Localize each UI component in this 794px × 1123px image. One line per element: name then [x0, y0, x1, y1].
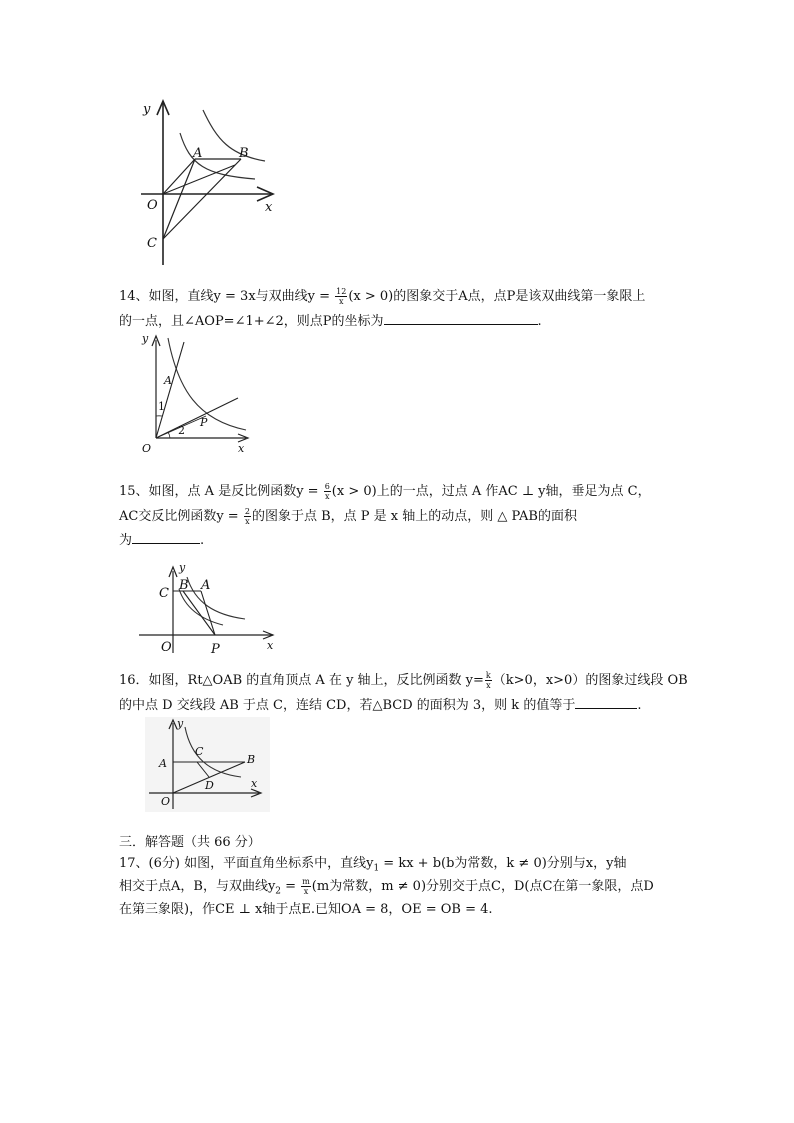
label-B: B	[247, 753, 256, 766]
q14-line2: 的一点，且∠AOP=∠1+∠2，则点P的坐标为 .	[119, 311, 542, 332]
q15-fraction-2: $\frac{2}{x}$	[244, 507, 250, 526]
label-P: P	[211, 642, 220, 657]
q17-fraction: $\frac{m}{x}$	[302, 877, 310, 896]
label-D: D	[205, 779, 214, 792]
label-x: x	[267, 639, 274, 652]
q14-line1	[119, 287, 645, 307]
q14-text-b: (x > 0)的图象交于A点，点P是该双曲线第一象限上	[348, 289, 646, 304]
q14-text-a: 14、如图，直线y = 3x与双曲线y =	[119, 289, 335, 304]
label-O: O	[142, 442, 152, 455]
label-P: P	[200, 416, 208, 429]
q14-answer-blank[interactable]	[384, 311, 538, 325]
q15-line3: 为 .	[119, 530, 204, 551]
label-x: x	[251, 777, 258, 790]
label-A: A	[159, 757, 167, 770]
q15-answer-blank[interactable]	[132, 530, 200, 544]
q15-text-c: AC交反比例函数y =	[119, 509, 243, 524]
figure-q15	[135, 563, 285, 658]
q15-text-d: 的图象于点 B，点 P 是 x 轴上的动点，则 △ PAB的面积	[251, 509, 577, 524]
label-O: O	[147, 198, 158, 213]
figure-q16	[145, 717, 270, 812]
label-B: B	[179, 578, 189, 593]
label-angle-2: 2	[178, 424, 185, 437]
label-A: A	[164, 374, 172, 387]
figure-q14	[138, 330, 258, 460]
label-O: O	[161, 640, 172, 655]
label-A: A	[201, 578, 211, 593]
label-C: C	[195, 745, 204, 758]
figure-q13-svg	[135, 95, 285, 270]
label-C: C	[147, 236, 157, 251]
q17-line2: 相交于点A，B，与双曲线$y_2$ = $\frac{m}{x}$ (m为常数，m ≠ 0)分别交于点C，D(点C在第一象限，点D	[119, 877, 654, 897]
q15-line1	[119, 482, 651, 502]
q15-text-a: 15、如图，点 A 是反比例函数y =	[119, 484, 323, 499]
label-angle-1: 1	[158, 400, 165, 413]
label-C: C	[159, 586, 169, 601]
section-3-title: 三．解答题（共 66 分）	[119, 835, 261, 850]
label-x: x	[238, 442, 245, 455]
figure-q15-svg	[135, 563, 285, 658]
figure-q14-svg	[138, 330, 258, 460]
q16-text-b: （k>0，x>0）的图象过线段 OB	[492, 673, 688, 688]
q16-answer-blank[interactable]	[575, 695, 637, 709]
q16-text-a: 16．如图，Rt△OAB 的直角顶点 A 在 y 轴上，反比例函数 y=	[119, 673, 484, 688]
q15-fraction-1: $\frac{6}{x}$	[324, 482, 330, 501]
q16-line2: 的中点 D 交线段 AB 于点 C，连结 CD，若△BCD 的面积为 3，则 k 的值等于 .	[119, 695, 641, 716]
figure-q13	[135, 95, 285, 270]
label-B: B	[239, 146, 249, 161]
label-y: y	[179, 563, 186, 574]
q16-fraction: $\frac{k}{x}$	[485, 671, 491, 690]
figure-q16-svg	[145, 717, 270, 812]
q17-line3: 在第三象限)，作CE ⊥ x轴于点E.已知OA = 8，OE = OB = 4.	[119, 902, 493, 917]
label-y: y	[177, 717, 184, 730]
label-y: y	[143, 102, 151, 117]
q15-text-b: (x > 0)上的一点，过点 A 作AC ⊥ y轴，垂足为点 C，	[331, 484, 651, 499]
label-A: A	[193, 146, 203, 161]
label-x: x	[265, 200, 273, 215]
q15-line2	[119, 507, 577, 527]
q16-text-c: 的中点 D 交线段 AB 于点 C，连结 CD，若△BCD 的面积为 3，则 k 的值等于	[119, 698, 576, 713]
q17-line1: 17、(6分) 如图，平面直角坐标系中，直线$y_1$ = kx + b(b为常数，k ≠ 0)分别与x，y轴	[119, 856, 627, 874]
q14-text-c: 的一点，且∠AOP=∠1+∠2，则点P的坐标为	[119, 314, 384, 329]
q16-line1	[119, 671, 688, 691]
label-O: O	[161, 795, 171, 808]
q14-fraction: $\frac{12}{x}$	[336, 287, 347, 306]
label-y: y	[142, 332, 149, 345]
